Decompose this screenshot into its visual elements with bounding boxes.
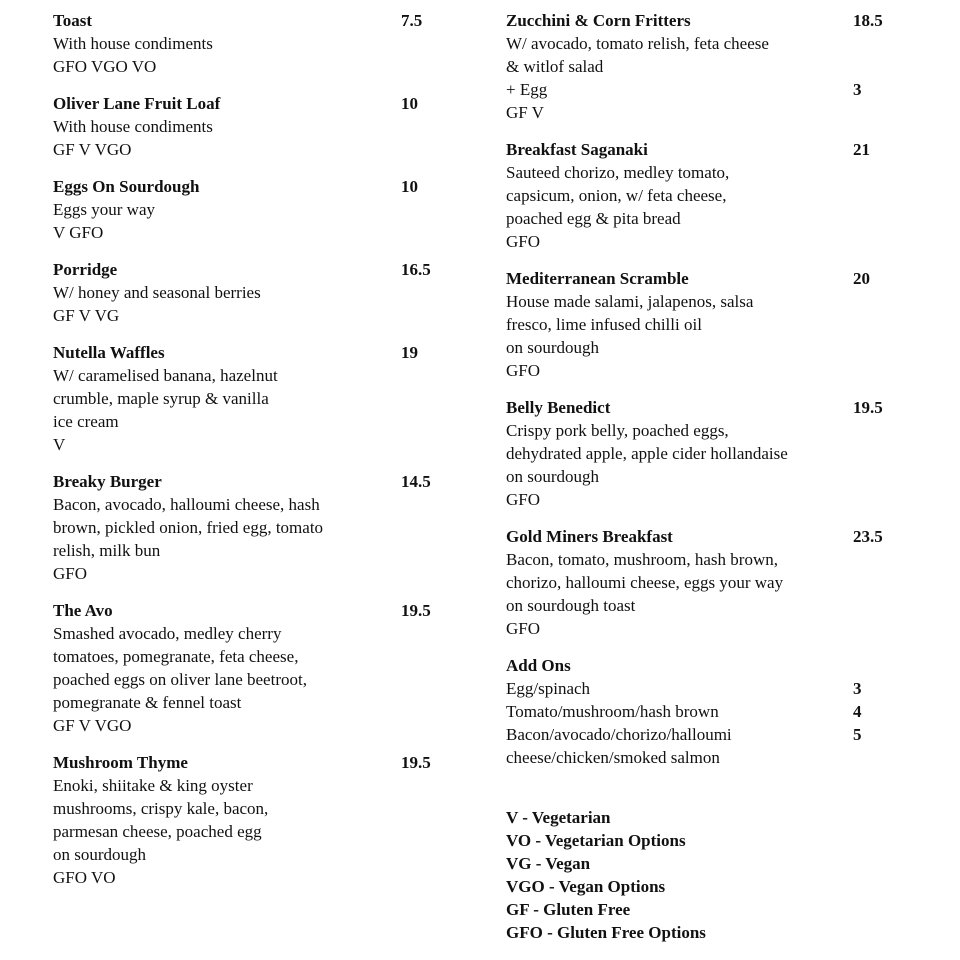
add-ons-title: Add Ons [506,656,571,675]
menu-item-description: parmesan cheese, poached egg [53,822,262,841]
menu-item-name: Toast [53,11,93,30]
menu-item-name: Nutella Waffles [53,343,165,362]
menu-item-description: dehydrated apple, apple cider hollandaise [506,444,788,463]
menu-item-name: Breakfast Saganaki [506,140,648,159]
add-on-label: Bacon/avocado/chorizo/halloumi [506,725,732,744]
menu-item-dietary: GF V [506,103,544,122]
legend-entry: VG - Vegan [506,854,591,873]
menu-item-description: With house condiments [53,117,213,136]
add-on-label: Tomato/mushroom/hash brown [506,702,719,721]
menu-item [506,267,896,382]
menu-item [53,175,443,244]
menu-item [53,258,443,327]
menu-item-description: fresco, lime infused chilli oil [506,315,702,334]
menu-item-price: 19.5 [401,753,431,772]
menu-item-description: on sourdough [53,845,147,864]
menu-item-description: Enoki, shiitake & king oyster [53,776,253,795]
add-on-price: 3 [853,679,862,698]
menu-item-extra-label: + Egg [506,80,548,99]
menu-item-dietary: GFO [506,232,541,251]
menu-item-description: on sourdough [506,467,600,486]
menu-item-price: 7.5 [401,11,423,30]
menu-item-description: With house condiments [53,34,213,53]
menu-item-description: Crispy pork belly, poached eggs, [506,421,729,440]
menu-item-description: mushrooms, crispy kale, bacon, [53,799,269,818]
menu-item-dietary: GF V VGO [53,140,132,159]
menu-item-description: crumble, maple syrup & vanilla [53,389,269,408]
menu-item-price: 23.5 [853,527,883,546]
menu-item [53,470,443,585]
menu-item-dietary: GF V VG [53,306,120,325]
menu-item-description: tomatoes, pomegranate, feta cheese, [53,647,299,666]
menu-item [506,9,896,124]
menu-item-dietary: V [53,435,66,454]
menu-item-name: Belly Benedict [506,398,611,417]
menu-item-dietary: GFO VGO VO [53,57,157,76]
add-on-label: cheese/chicken/smoked salmon [506,748,720,767]
menu-item-description: W/ caramelised banana, hazelnut [53,366,278,385]
legend-entry: GF - Gluten Free [506,900,631,919]
legend-entry: GFO - Gluten Free Options [506,923,706,942]
menu-item-price: 10 [401,94,418,113]
menu-item-price: 14.5 [401,472,431,491]
menu-item [506,138,896,253]
menu-item-extra [506,78,896,101]
menu-item-description: relish, milk bun [53,541,161,560]
menu-item-description: House made salami, jalapenos, salsa [506,292,754,311]
menu-item [53,341,443,456]
menu-item-description: Bacon, avocado, halloumi cheese, hash [53,495,320,514]
menu-item-description: chorizo, halloumi cheese, eggs your way [506,573,784,592]
add-on-label: Egg/spinach [506,679,591,698]
menu-item-price: 19 [401,343,418,362]
menu-item-description: W/ avocado, tomato relish, feta cheese [506,34,769,53]
menu-item-dietary: GFO [506,619,541,638]
menu-right-column [506,9,896,944]
menu-item-description: capsicum, onion, w/ feta cheese, [506,186,727,205]
legend-entry: VO - Vegetarian Options [506,831,686,850]
menu-item-description: & witlof salad [506,57,604,76]
menu-item-name: Eggs On Sourdough [53,177,200,196]
menu-item-dietary: GFO [506,490,541,509]
menu-item-description: Smashed avocado, medley cherry [53,624,282,643]
menu-item-name: Oliver Lane Fruit Loaf [53,94,221,113]
menu-item-dietary: GFO [53,564,88,583]
menu-item-price: 19.5 [401,601,431,620]
menu-item-dietary: GFO VO [53,868,116,887]
menu-item-dietary: GF V VGO [53,716,132,735]
menu-item-description: on sourdough [506,338,600,357]
menu-item-name: Mushroom Thyme [53,753,188,772]
menu-item-description: on sourdough toast [506,596,636,615]
menu-item [506,525,896,640]
menu-item-description: poached eggs on oliver lane beetroot, [53,670,307,689]
menu-item [506,396,896,511]
menu-item-extra-price: 3 [853,80,862,99]
legend-entry: V - Vegetarian [506,808,611,827]
menu-item-dietary: V GFO [53,223,104,242]
add-on-row [506,723,896,746]
menu-item-price: 10 [401,177,418,196]
add-on-row [506,746,896,769]
menu-item-description: W/ honey and seasonal berries [53,283,261,302]
menu-item-price: 19.5 [853,398,883,417]
add-on-row [506,677,896,700]
menu-left-column [53,9,443,903]
menu-item [53,9,443,78]
dietary-legend [506,806,896,944]
menu-item-price: 20 [853,269,870,288]
menu-item-description: pomegranate & fennel toast [53,693,242,712]
menu-item-price: 16.5 [401,260,431,279]
menu-item-name: Gold Miners Breakfast [506,527,673,546]
menu-item-price: 21 [853,140,870,159]
menu-item-name: Porridge [53,260,118,279]
menu-item-description: Bacon, tomato, mushroom, hash brown, [506,550,778,569]
menu-item [53,92,443,161]
menu-item-dietary: GFO [506,361,541,380]
menu-item-description: ice cream [53,412,119,431]
menu-item-description: brown, pickled onion, fried egg, tomato [53,518,324,537]
add-on-price: 4 [853,702,862,721]
legend-entry: VGO - Vegan Options [506,877,666,896]
menu-item-description: poached egg & pita bread [506,209,681,228]
menu-item-description: Eggs your way [53,200,155,219]
add-ons-section [506,654,896,769]
menu-item-price: 18.5 [853,11,883,30]
menu-item-name: The Avo [53,601,113,620]
menu-item-name: Breaky Burger [53,472,162,491]
menu-item-name: Zucchini & Corn Fritters [506,11,691,30]
menu-item-description: Sauteed chorizo, medley tomato, [506,163,730,182]
add-on-row [506,700,896,723]
menu-item [53,751,443,889]
add-on-price: 5 [853,725,862,744]
menu-item [53,599,443,737]
menu-item-name: Mediterranean Scramble [506,269,689,288]
